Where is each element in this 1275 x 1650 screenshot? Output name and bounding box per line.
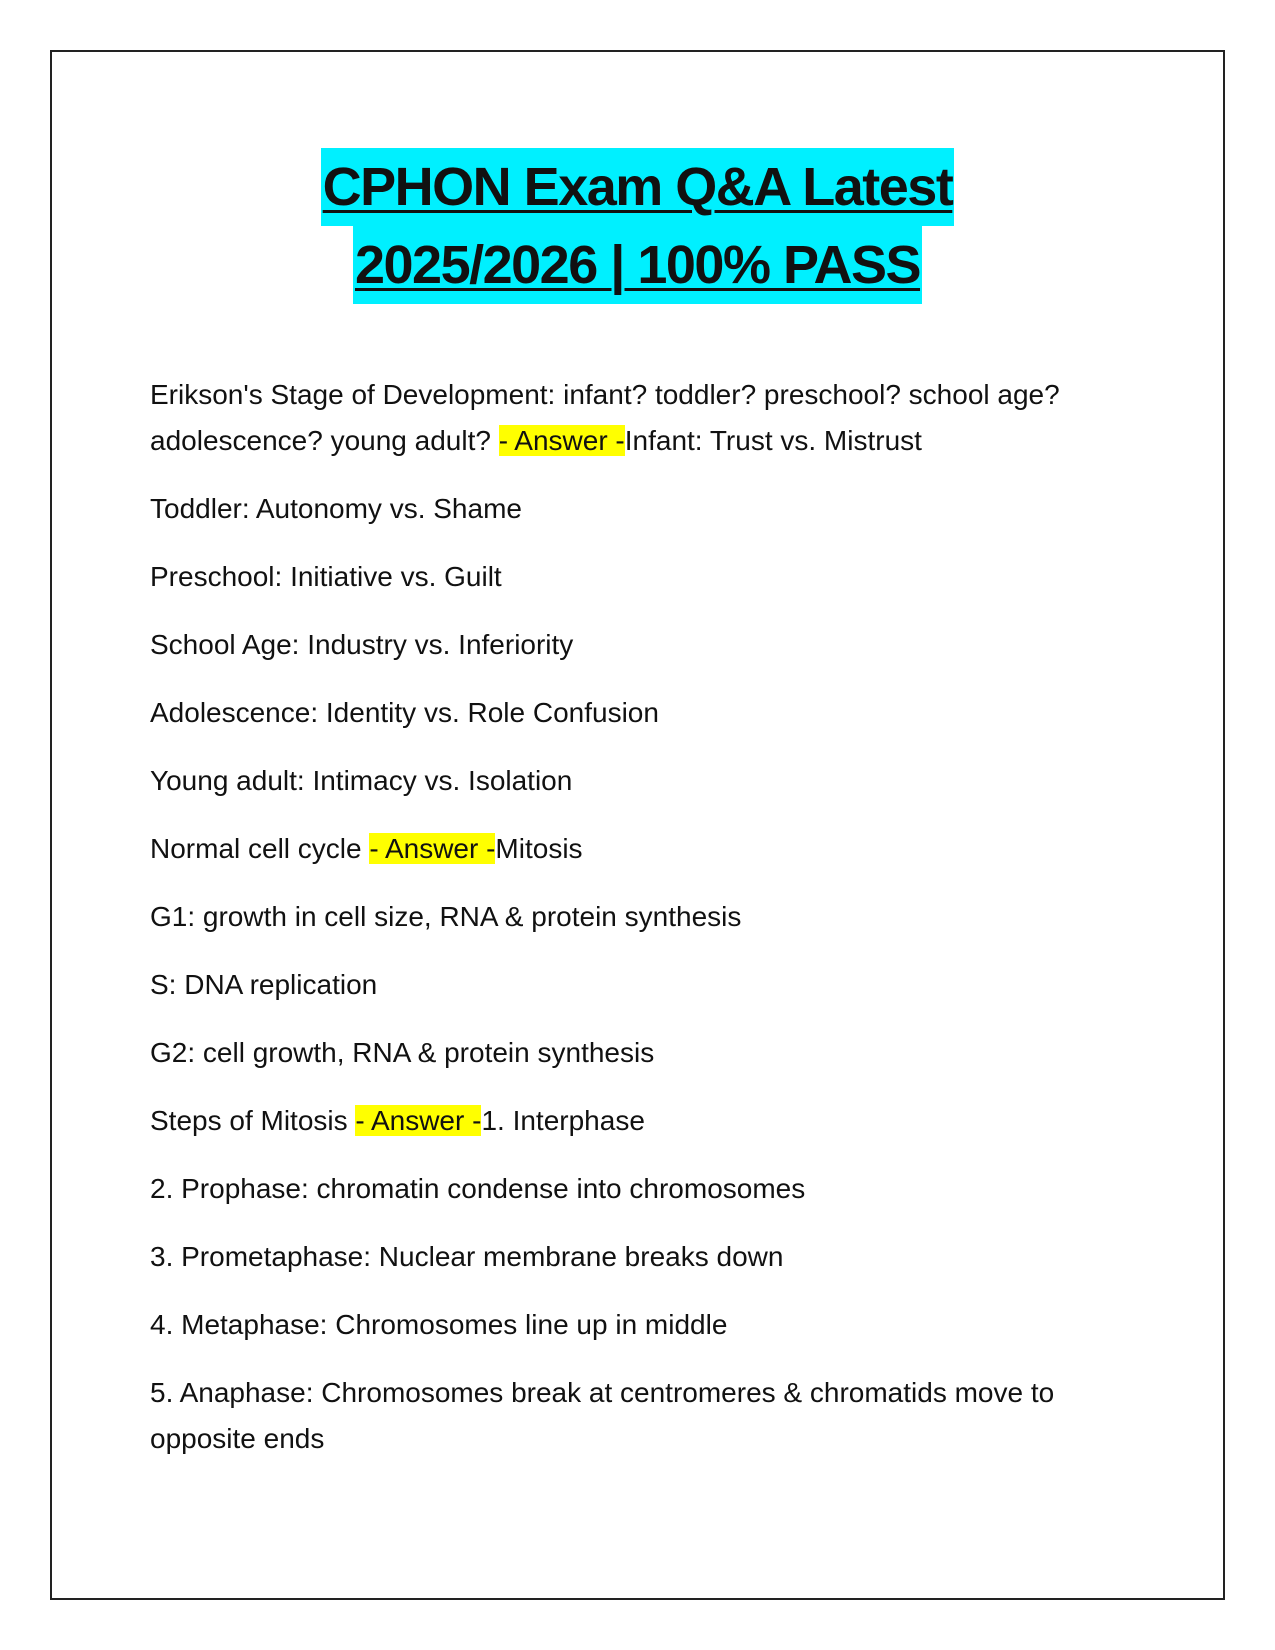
qa-paragraph-cell-cycle <box>150 826 1110 872</box>
qa-paragraph-erikson <box>150 372 1110 464</box>
title-line-1: CPHON Exam Q&A Latest <box>321 148 955 226</box>
answer-marker: - Answer - <box>498 425 625 456</box>
answer-text: Infant: Trust vs. Mistrust <box>624 425 922 456</box>
qa-paragraph: 3. Prometaphase: Nuclear membrane breaks down <box>150 1241 784 1272</box>
qa-paragraph: 4. Metaphase: Chromosomes line up in middle <box>150 1309 728 1340</box>
qa-paragraph: School Age: Industry vs. Inferiority <box>150 629 574 660</box>
qa-paragraph: G2: cell growth, RNA & protein synthesis <box>150 1037 655 1068</box>
title-line-2: 2025/2026 | 100% PASS <box>353 226 922 304</box>
qa-paragraph: Toddler: Autonomy vs. Shame <box>150 493 522 524</box>
qa-paragraph: 5. Anaphase: Chromosomes break at centromeres & chromatids move to opposite ends <box>150 1377 1055 1454</box>
qa-paragraph: Preschool: Initiative vs. Guilt <box>150 561 502 592</box>
qa-content <box>150 372 1110 1484</box>
qa-paragraph: 2. Prophase: chromatin condense into chromosomes <box>150 1173 806 1204</box>
question-text: Erikson's Stage of Development: infant? toddler? preschool? school age? adolescence? young adult? <box>150 379 1060 456</box>
answer-marker: - Answer - <box>355 1105 482 1136</box>
document-title <box>50 148 1225 304</box>
qa-paragraph: S: DNA replication <box>150 969 378 1000</box>
answer-marker: - Answer - <box>369 833 496 864</box>
answer-text: Mitosis <box>495 833 583 864</box>
question-text: Normal cell cycle <box>150 833 370 864</box>
qa-paragraph: Adolescence: Identity vs. Role Confusion <box>150 697 659 728</box>
answer-text: 1. Interphase <box>481 1105 645 1136</box>
qa-paragraph: Young adult: Intimacy vs. Isolation <box>150 765 573 796</box>
question-text: Steps of Mitosis <box>150 1105 356 1136</box>
qa-paragraph-mitosis <box>150 1098 1110 1144</box>
qa-paragraph: G1: growth in cell size, RNA & protein synthesis <box>150 901 742 932</box>
